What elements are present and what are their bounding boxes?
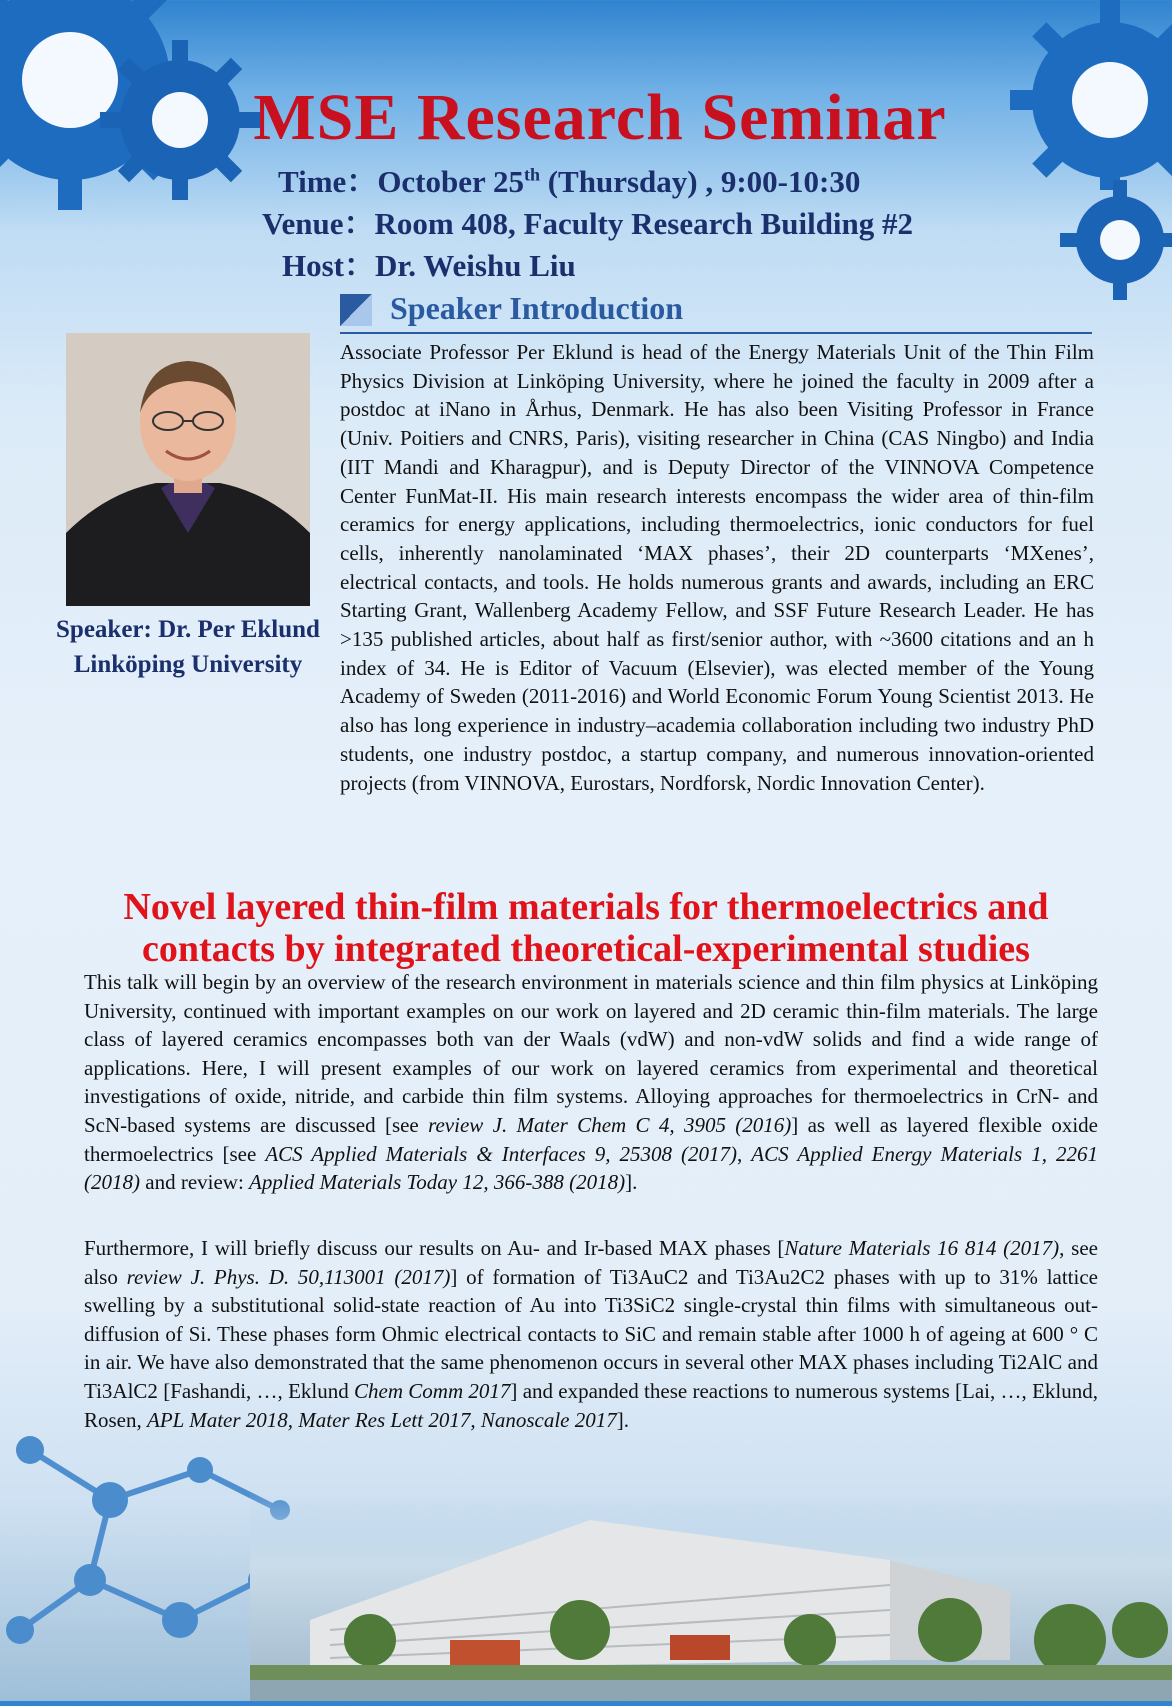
speaker-photo [66, 333, 310, 606]
talk-title [60, 886, 1112, 970]
campus-building-image [250, 1490, 1172, 1701]
time-label: Time： [278, 164, 378, 199]
seminar-title: MSE Research Seminar [253, 81, 947, 154]
speaker-introduction-header [340, 290, 1092, 334]
talk-title-line2: contacts by integrated theoretical-experimental studies [142, 928, 1030, 970]
venue-label: Venue： [262, 206, 375, 241]
abstract-paragraph-1: This talk will begin by an overview of the research environment in materials science and thin film physics at Linköping University, continued with important examples on our work on layered and 2D ceramic thin-film materials. The large class of layered ceramics encompasses both van der Waals (vdW) and non-vdW solids and find a wide range of applications. Here, I will present examples of our work on layered ceramics from experimental and theoretical investigations of oxide, nitride, and carbide thin film systems. Alloying approaches for thermoelectrics in CrN- and ScN-based systems are discussed [see review J. Mater Chem C 4, 3905 (2016)] as well as layered flexible oxide thermoelectrics [see ACS Applied Materials & Interfaces 9, 25308 (2017), ACS Applied Energy Materials 1, 2261 (2018) and review: Applied Materials Today 12, 366-388 (2018)]. [84, 970, 1098, 1195]
host-value: Dr. Weishu Liu [375, 248, 576, 283]
speaker-affiliation: Linköping University [73, 651, 303, 678]
talk-title-line1: Novel layered thin-film materials for thermoelectrics and [123, 886, 1049, 928]
host-label: Host： [282, 248, 375, 283]
speaker-caption [28, 612, 348, 682]
time-line [278, 156, 860, 201]
time-value: October 25th (Thursday) , 9:00-10:30 [377, 164, 861, 199]
speaker-name: Speaker: Dr. Per Eklund [56, 616, 320, 643]
section-square-icon [340, 294, 372, 326]
gear-decoration-right [1060, 180, 1172, 300]
gear-decoration-top-right [1010, 0, 1172, 190]
section-title: Speaker Introduction [390, 290, 684, 326]
venue-value: Room 408, Faculty Research Building #2 [374, 206, 914, 241]
abstract-paragraph-2: Furthermore, I will briefly discuss our results on Au- and Ir-based MAX phases [Nature Materials 16 814 (2017), see also review J. Phys. D. 50,113001 (2017)] of formation of Ti3AuC2 and Ti3Au2C2 phases with up to 31% lattice swelling by a substitutional solid-state reaction of Au into Ti3SiC2 single-crystal thin films with simultaneous out-diffusion of Si. These phases form Ohmic electrical contacts to SiC and remain stable after 1000 h of ageing at 600 ° C in air. We have also demonstrated that the same phenomenon occurs in several other MAX phases including Ti2AlC and Ti3AlC2 [Fashandi, …, Eklund Chem Comm 2017] and expanded these reactions to numerous systems [Lai, …, Eklund, Rosen, APL Mater 2018, Mater Res Lett 2017, Nanoscale 2017]. [84, 1236, 1098, 1432]
host-line [282, 240, 576, 285]
speaker-bio: Associate Professor Per Eklund is head of the Energy Materials Unit of the Thin Film Physics Division at Linköping University, where he joined the faculty in 2009 after a postdoc at iNano in Århus, Denmark. He has also been Visiting Professor in France (Univ. Poitiers and CNRS, Paris), visiting researcher in China (CAS Ningbo) and India (IIT Mandi and Kharagpur), and is Deputy Director of the VINNOVA Competence Center FunMat-II. His main research interests encompass the wider area of thin-film ceramics for energy applications, including thermoelectrics, ionic conductors for fuel cells, inherently nanolaminated ‘MAX phases’, their 2D counterparts ‘MXenes’, electrical contacts, and tools. He holds numerous grants and awards, including an ERC Starting Grant, Wallenberg Academy Fellow, and SSF Future Research Leader. He has >135 published articles, about half as first/senior author, with ~3600 citations and an h index of 34. He is Editor of Vacuum (Elsevier), was elected member of the Young Academy of Sweden (2011-2016) and World Economic Forum Young Scientist 2013. He also has long experience in industry–academia collaboration including two industry PhD students, one industry postdoc, a startup company, and numerous innovation-oriented projects (from VINNOVA, Eurostars, Nordforsk, Nordic Innovation Center). [340, 340, 1094, 795]
venue-line [262, 198, 913, 243]
